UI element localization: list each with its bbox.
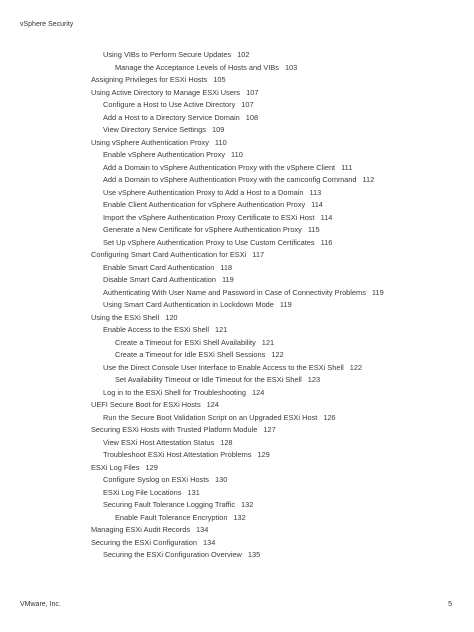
page-header: vSphere Security bbox=[20, 21, 74, 28]
toc-entry-page: 112 bbox=[362, 175, 375, 184]
toc-entry[interactable] bbox=[0, 312, 474, 325]
toc-entry-title: Using VIBs to Perform Secure Updates bbox=[103, 50, 232, 59]
toc-entry-page: 134 bbox=[196, 525, 209, 534]
toc-entry-title: Using the ESXi Shell bbox=[91, 312, 160, 322]
toc-entry-title: Import the vSphere Authentication Proxy Certificate to ESXi Host bbox=[103, 212, 315, 222]
toc-entry-title: Securing the ESXi Configuration Overview bbox=[103, 550, 242, 559]
toc-entry[interactable] bbox=[0, 187, 474, 200]
toc-entry-title: Securing the ESXi Configuration bbox=[91, 537, 197, 547]
toc-entry-title: Configuring Smart Card Authentication for ESXi bbox=[91, 250, 247, 259]
toc-entry[interactable] bbox=[0, 362, 474, 375]
toc-entry[interactable] bbox=[0, 387, 474, 400]
toc-entry-page: 123 bbox=[307, 375, 321, 384]
toc-entry[interactable] bbox=[0, 462, 474, 475]
toc-entry-page: 124 bbox=[206, 400, 220, 409]
toc-entry-title: Create a Timeout for ESXi Shell Availability bbox=[115, 337, 256, 347]
toc-entry-page: 120 bbox=[165, 312, 178, 322]
toc-entry-page: 119 bbox=[279, 300, 292, 309]
toc-entry-page: 122 bbox=[271, 350, 284, 359]
toc-entry[interactable] bbox=[0, 474, 474, 487]
toc-entry-page: 129 bbox=[257, 450, 270, 459]
toc-entry[interactable] bbox=[0, 237, 474, 250]
toc-entry-page: 131 bbox=[187, 487, 200, 497]
toc-entry-page: 110 bbox=[214, 137, 227, 147]
toc-entry-title: Add a Domain to vSphere Authentication Proxy with the camconfig Command bbox=[103, 175, 357, 184]
toc-entry[interactable] bbox=[0, 499, 474, 512]
toc-entry-title: UEFI Secure Boot for ESXi Hosts bbox=[91, 400, 201, 409]
toc-entry[interactable] bbox=[0, 337, 474, 350]
toc-entry-title: Use the Direct Console User Interface to Enable Access to the ESXi Shell bbox=[103, 362, 344, 372]
toc-entry[interactable] bbox=[0, 374, 474, 387]
toc-entry-title: Add a Domain to vSphere Authentication Proxy with the vSphere Client bbox=[103, 162, 336, 172]
toc-entry[interactable] bbox=[0, 524, 474, 537]
toc-entry[interactable] bbox=[0, 512, 474, 525]
toc-entry-page: 135 bbox=[247, 550, 261, 559]
toc-entry-page: 124 bbox=[251, 387, 265, 397]
toc-entry[interactable] bbox=[0, 149, 474, 162]
toc-entry-page: 118 bbox=[220, 262, 233, 272]
toc-entry[interactable] bbox=[0, 87, 474, 100]
toc-entry-page: 121 bbox=[215, 325, 228, 334]
toc-entry[interactable] bbox=[0, 137, 474, 150]
toc-entry[interactable] bbox=[0, 199, 474, 212]
toc-entry[interactable] bbox=[0, 412, 474, 425]
toc-entry-page: 111 bbox=[341, 162, 353, 172]
toc-entry-page: 114 bbox=[320, 212, 333, 222]
toc-entry[interactable] bbox=[0, 124, 474, 137]
toc-entry-page: 115 bbox=[307, 225, 320, 234]
toc-entry-title: Use vSphere Authentication Proxy to Add a Host to a Domain bbox=[103, 187, 304, 197]
toc-entry[interactable] bbox=[0, 399, 474, 412]
toc-entry-page: 129 bbox=[145, 462, 158, 472]
toc-entry-title: Disable Smart Card Authentication bbox=[103, 275, 216, 284]
toc-entry-title: Authenticating With User Name and Password in Case of Connectivity Problems bbox=[103, 287, 366, 297]
toc-entry-title: Enable Fault Tolerance Encryption bbox=[115, 512, 228, 522]
toc-entry-title: Troubleshoot ESXi Host Attestation Problems bbox=[103, 450, 252, 459]
toc-entry-title: Configure a Host to Use Active Directory bbox=[103, 100, 236, 109]
toc-entry-title: Manage the Acceptance Levels of Hosts and VIBs bbox=[115, 62, 279, 72]
toc-entry[interactable] bbox=[0, 99, 474, 112]
toc-entry-page: 110 bbox=[231, 150, 243, 159]
toc-entry-title: ESXi Log File Locations bbox=[103, 487, 182, 497]
toc-entry-page: 109 bbox=[211, 125, 225, 134]
toc-entry-page: 130 bbox=[214, 475, 228, 484]
toc-entry-title: View Directory Service Settings bbox=[103, 125, 206, 134]
toc-entry-page: 119 bbox=[221, 275, 234, 284]
toc-entry-title: Securing ESXi Hosts with Trusted Platform Module bbox=[91, 425, 258, 434]
toc-entry-page: 132 bbox=[241, 500, 254, 509]
toc-entry[interactable] bbox=[0, 349, 474, 362]
toc-entry-page: 117 bbox=[252, 250, 265, 259]
toc-entry[interactable] bbox=[0, 274, 474, 287]
toc-entry-page: 127 bbox=[263, 425, 276, 434]
footer-page-number: 5 bbox=[448, 601, 452, 608]
toc-entry[interactable] bbox=[0, 324, 474, 337]
toc-entry-page: 108 bbox=[245, 112, 259, 122]
toc-entry-title: Assigning Privileges for ESXi Hosts bbox=[91, 75, 208, 84]
toc-entry-title: Securing Fault Tolerance Logging Traffic bbox=[103, 500, 236, 509]
toc-entry[interactable] bbox=[0, 74, 474, 87]
toc-entry-title: Enable Smart Card Authentication bbox=[103, 262, 215, 272]
toc-entry-page: 107 bbox=[246, 87, 259, 97]
toc-entry[interactable] bbox=[0, 262, 474, 275]
toc-entry-title: Managing ESXi Audit Records bbox=[91, 525, 191, 534]
toc-entry-page: 107 bbox=[241, 100, 254, 109]
toc-entry[interactable] bbox=[0, 212, 474, 225]
toc-entry-page: 102 bbox=[237, 50, 250, 59]
toc-entry-title: Add a Host to a Directory Service Domain bbox=[103, 112, 240, 122]
toc-entry-page: 132 bbox=[233, 512, 246, 522]
footer-company: VMware, Inc. bbox=[20, 601, 61, 608]
toc-entry-page: 126 bbox=[323, 412, 336, 422]
toc-entry[interactable] bbox=[0, 449, 474, 462]
toc-entry-title: Enable Access to the ESXi Shell bbox=[103, 325, 209, 334]
toc-entry-page: 122 bbox=[349, 362, 363, 372]
toc-entry-title: Run the Secure Boot Validation Script on an Upgraded ESXi Host bbox=[103, 412, 318, 422]
toc-entry[interactable] bbox=[0, 49, 474, 62]
toc-entry-title: Using vSphere Authentication Proxy bbox=[91, 137, 209, 147]
toc-entry-page: 113 bbox=[309, 187, 322, 197]
toc-entry-title: Log in to the ESXi Shell for Troubleshooting bbox=[103, 387, 246, 397]
toc-entry[interactable] bbox=[0, 299, 474, 312]
toc-entry[interactable] bbox=[0, 537, 474, 550]
toc-entry[interactable] bbox=[0, 287, 474, 300]
toc-entry-title: Create a Timeout for Idle ESXi Shell Sessions bbox=[115, 350, 266, 359]
toc-entry-page: 103 bbox=[284, 62, 298, 72]
toc-entry-title: Using Active Directory to Manage ESXi Users bbox=[91, 87, 241, 97]
toc-entry-title: Set Up vSphere Authentication Proxy to Use Custom Certificates bbox=[103, 237, 315, 247]
toc-entry-title: Enable Client Authentication for vSphere Authentication Proxy bbox=[103, 200, 306, 209]
toc-entry-title: Set Availability Timeout or Idle Timeout for the ESXi Shell bbox=[115, 375, 302, 384]
toc-entry-title: Configure Syslog on ESXi Hosts bbox=[103, 475, 209, 484]
toc-entry-title: Using Smart Card Authentication in Lockdown Mode bbox=[103, 300, 274, 309]
toc-entry[interactable] bbox=[0, 249, 474, 262]
toc-entry[interactable] bbox=[0, 224, 474, 237]
toc-entry-title: Generate a New Certificate for vSphere Authentication Proxy bbox=[103, 225, 302, 234]
toc-entry-page: 128 bbox=[220, 437, 233, 447]
toc-entry-page: 121 bbox=[261, 337, 275, 347]
toc-entry-page: 134 bbox=[203, 537, 216, 547]
toc-entry-title: ESXi Log Files bbox=[91, 462, 140, 472]
toc-entry-title: View ESXi Host Attestation Status bbox=[103, 437, 215, 447]
toc-entry[interactable] bbox=[0, 62, 474, 75]
toc-entry[interactable] bbox=[0, 174, 474, 187]
toc-entry[interactable] bbox=[0, 549, 474, 562]
toc-entry[interactable] bbox=[0, 437, 474, 450]
toc-entry[interactable] bbox=[0, 112, 474, 125]
toc-entry-title: Enable vSphere Authentication Proxy bbox=[103, 150, 226, 159]
toc-entry[interactable] bbox=[0, 162, 474, 175]
toc-entry-page: 105 bbox=[213, 75, 226, 84]
toc-entry[interactable] bbox=[0, 424, 474, 437]
toc-entry[interactable] bbox=[0, 487, 474, 500]
toc-entry-page: 116 bbox=[320, 237, 333, 247]
table-of-contents bbox=[0, 49, 474, 562]
toc-entry-page: 114 bbox=[311, 200, 323, 209]
toc-entry-page: 119 bbox=[371, 287, 384, 297]
